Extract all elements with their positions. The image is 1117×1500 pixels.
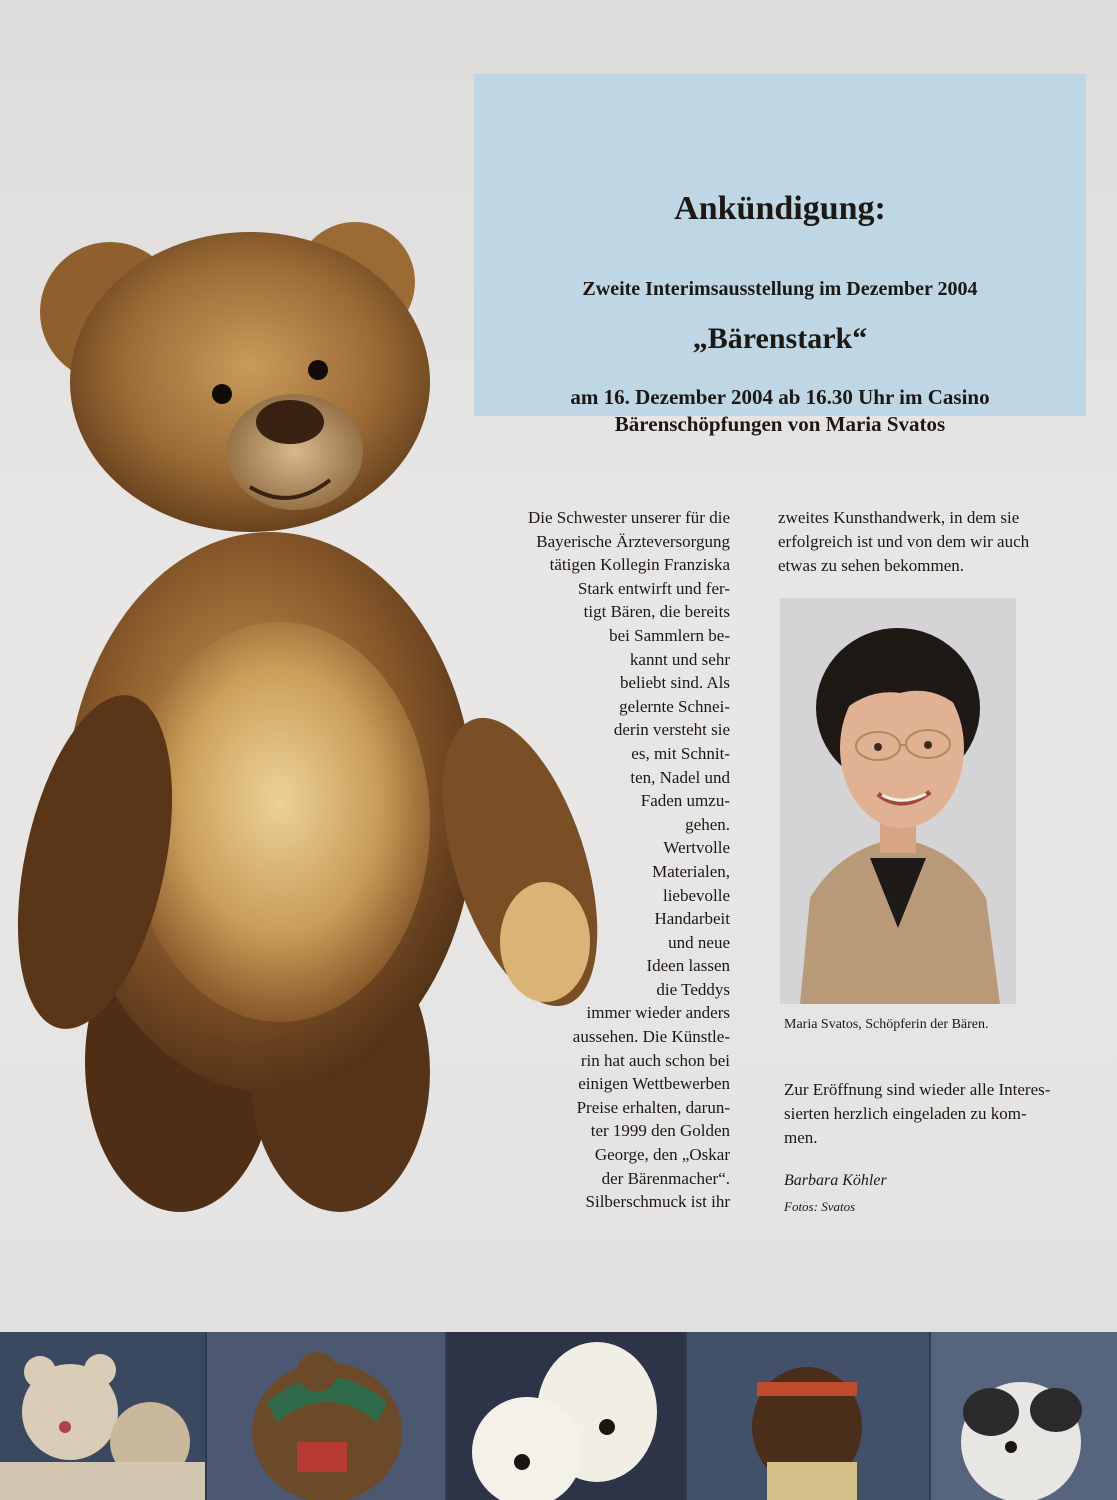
bear-thumbnail — [687, 1332, 929, 1500]
article-line: beliebt sind. Als — [619, 673, 730, 693]
article-line: liebevolle — [662, 885, 730, 905]
article-line: und neue — [668, 932, 730, 952]
article-line: einigen Wettbewerben — [578, 1074, 730, 1094]
bear-thumbnail — [0, 1332, 205, 1500]
article-column-2 — [778, 506, 1088, 578]
article-line: bei Sammlern be- — [609, 625, 730, 645]
article-line: George, den „Oskar — [594, 1145, 730, 1165]
article-line: etwas zu sehen bekommen. — [778, 556, 964, 575]
announcement-subtitle: Zweite Interimsausstellung im Dezember 2004 — [582, 278, 978, 300]
photo-caption: Maria Svatos, Schöpferin der Bären. — [784, 1017, 989, 1032]
article-line: rin hat auch schon bei — [580, 1050, 730, 1070]
article-line: es, mit Schnit- — [631, 743, 730, 763]
exhibition-name: „Bärenstark“ — [692, 322, 868, 355]
article-line: der Bärenmacher“. — [601, 1168, 730, 1188]
date-line-1: am 16. Dezember 2004 ab 16.30 Uhr im Casino — [570, 385, 990, 409]
bear-thumbnail — [447, 1332, 685, 1500]
date-line-2: Bärenschöpfungen von Maria Svatos — [614, 412, 946, 436]
bear-thumbnail — [931, 1332, 1117, 1500]
photo-credit: Fotos: Svatos — [784, 1199, 856, 1214]
article-column-1 — [440, 506, 730, 1214]
closing-line: Zur Eröffnung sind wieder alle Interes- — [784, 1080, 1051, 1099]
article-line: Wertvolle — [663, 838, 730, 858]
article-line: tätigen Kollegin Franziska — [549, 555, 730, 575]
article-line: derin versteht sie — [613, 720, 730, 740]
article-line: die Teddys — [656, 979, 730, 999]
closing-line: sierten herzlich eingeladen zu kom- — [784, 1104, 1027, 1123]
article-line: Preise erhalten, darun- — [576, 1097, 730, 1117]
article-line: kannt und sehr — [629, 649, 730, 669]
article-line: immer wieder anders — [586, 1003, 730, 1023]
article-line: Faden umzu- — [640, 791, 730, 811]
article-line: Materialen, — [652, 861, 730, 881]
closing-line: men. — [784, 1128, 818, 1147]
article-line: tigt Bären, die bereits — [583, 602, 730, 622]
portrait-image — [780, 598, 1016, 1004]
article-line: ten, Nadel und — [630, 767, 730, 787]
article-line: aussehen. Die Künstle- — [572, 1027, 730, 1047]
article-line: Handarbeit — [654, 909, 730, 929]
article-line: ter 1999 den Golden — [590, 1121, 730, 1141]
closing-paragraph — [784, 1078, 1050, 1150]
article-line: Ideen lassen — [646, 956, 730, 976]
article-line: Silberschmuck ist ihr — [585, 1192, 730, 1212]
announcement-title: Ankündigung: — [674, 190, 886, 227]
article-line: zweites Kunsthandwerk, in dem sie — [778, 508, 1020, 527]
author-name: Barbara Köhler — [784, 1172, 887, 1189]
article-line: Bayerische Ärzteversorgung — [536, 531, 730, 551]
bear-photo-strip — [0, 1332, 1117, 1500]
bear-thumbnail — [207, 1332, 445, 1500]
article-line: gelernte Schnei- — [619, 696, 730, 716]
article-line: erfolgreich ist und von dem wir auch — [778, 532, 1030, 551]
portrait-photo — [780, 598, 1016, 1004]
article-line: gehen. — [685, 814, 730, 834]
article-line: Stark entwirft und fer- — [577, 578, 730, 598]
article-line: Die Schwester unserer für die — [527, 508, 730, 527]
